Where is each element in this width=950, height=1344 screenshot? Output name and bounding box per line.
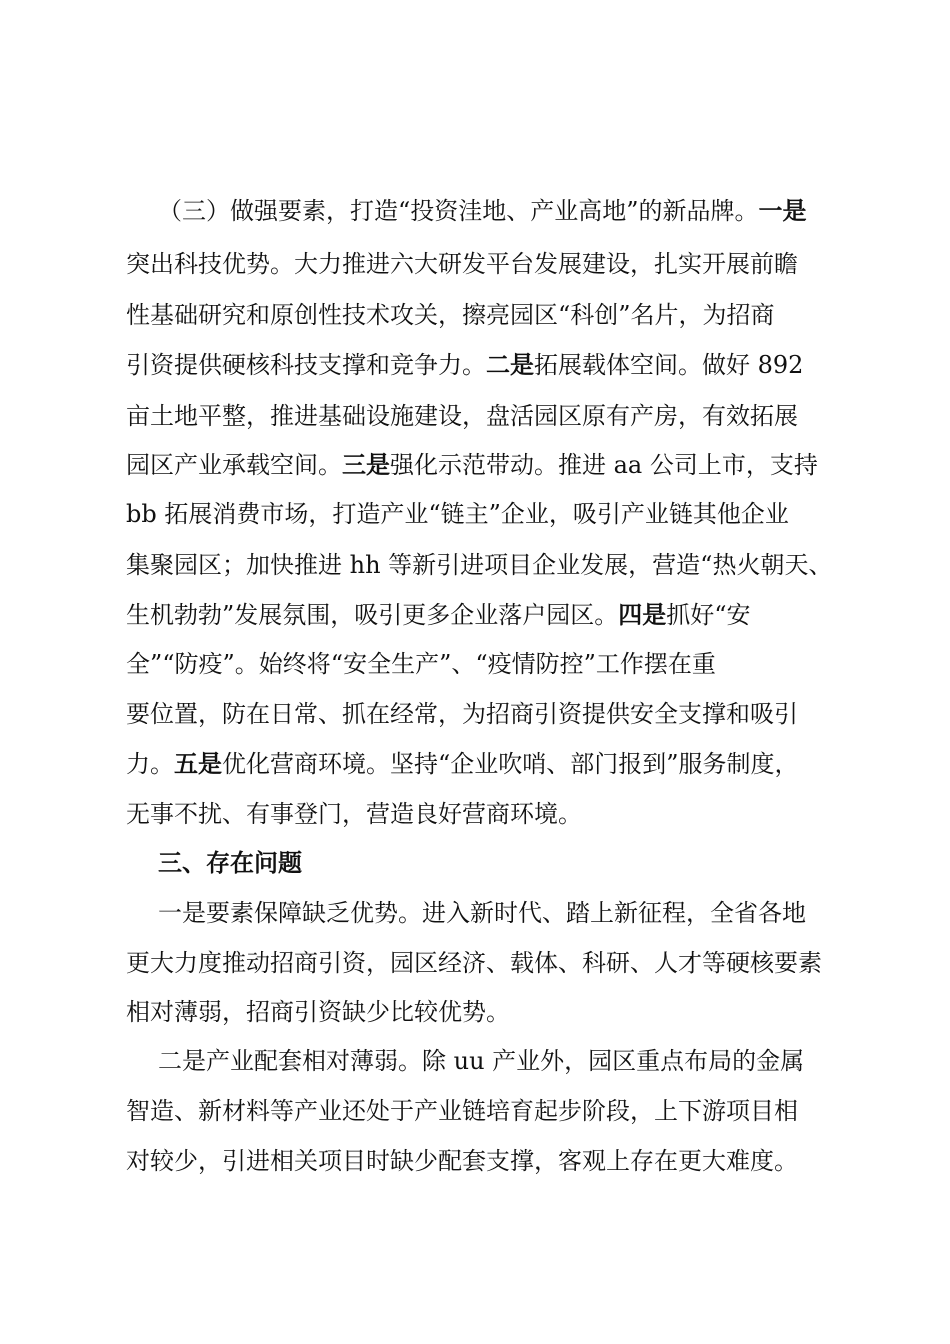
text-span: 优化营商环境。坚持“企业吹哨、部门报到”服务制度，	[222, 750, 799, 778]
paragraph-3-line-6	[126, 449, 846, 481]
paragraph-3-line-4	[126, 349, 846, 381]
section-heading: 三、存在问题	[158, 849, 302, 877]
paragraph-3-line-12	[126, 748, 846, 780]
paragraph-3-line-10: 全”“防疫”。始终将“安全生产”、“疫情防控”工作摆在重	[126, 650, 716, 678]
problem-2-line-2: 智造、新材料等产业还处于产业链培育起步阶段，上下游项目相	[126, 1097, 798, 1125]
text-span: 抓好“安	[666, 601, 751, 629]
bold-marker-wu-shi: 五是	[174, 750, 222, 778]
problem-1-line-1: 一是要素保障缺乏优势。进入新时代、踏上新征程，全省各地	[158, 899, 806, 927]
paragraph-3-line-5: 亩土地平整，推进基础设施建设，盘活园区原有产房，有效拓展	[126, 402, 798, 430]
paragraph-3-line-13: 无事不扰、有事登门，营造良好营商环境。	[126, 800, 582, 828]
text-span: 园区产业承载空间。	[126, 451, 342, 479]
bold-marker-er-shi: 二是	[486, 351, 534, 379]
bold-marker-san-shi: 三是	[342, 451, 390, 479]
paragraph-3-line-1	[158, 195, 878, 227]
problem-2-line-3: 对较少，引进相关项目时缺少配套支撑，客观上存在更大难度。	[126, 1147, 798, 1175]
paragraph-3-line-7: bb 拓展消费市场，打造产业“链主”企业，吸引产业链其他企业	[126, 500, 789, 528]
text-span: 引资提供硬核科技支撑和竞争力。	[126, 351, 486, 379]
problem-1-line-3: 相对薄弱，招商引资缺少比较优势。	[126, 998, 510, 1026]
text-span: 生机勃勃”发展氛围，吸引更多企业落户园区。	[126, 601, 619, 629]
paragraph-3-line-3: 性基础研究和原创性技术攻关，擦亮园区“科创”名片，为招商	[126, 301, 775, 329]
text-span: 力。	[126, 750, 174, 778]
bold-marker-si-shi: 四是	[618, 601, 667, 629]
bold-marker-yi-shi: 一是	[758, 197, 807, 225]
problem-2-line-1: 二是产业配套相对薄弱。除 uu 产业外，园区重点布局的金属	[158, 1047, 805, 1075]
paragraph-3-line-9	[126, 599, 846, 631]
paragraph-3-line-8: 集聚园区；加快推进 hh 等新引进项目企业发展，营造“热火朝天、	[126, 551, 833, 579]
paragraph-3-line-11: 要位置，防在日常、抓在经常，为招商引资提供安全支撑和吸引	[126, 700, 798, 728]
text-span: 强化示范带动。推进 aa 公司上市，支持	[390, 451, 818, 479]
paragraph-3-line-2: 突出科技优势。大力推进六大研发平台发展建设，扎实开展前瞻	[126, 250, 798, 278]
text-span: 拓展载体空间。做好 892	[534, 351, 804, 379]
problem-1-line-2: 更大力度推动招商引资，园区经济、载体、科研、人才等硬核要素	[126, 949, 822, 977]
paragraph-3-heading: （三）做强要素，打造“投资洼地、产业高地”的新品牌。	[158, 197, 759, 225]
